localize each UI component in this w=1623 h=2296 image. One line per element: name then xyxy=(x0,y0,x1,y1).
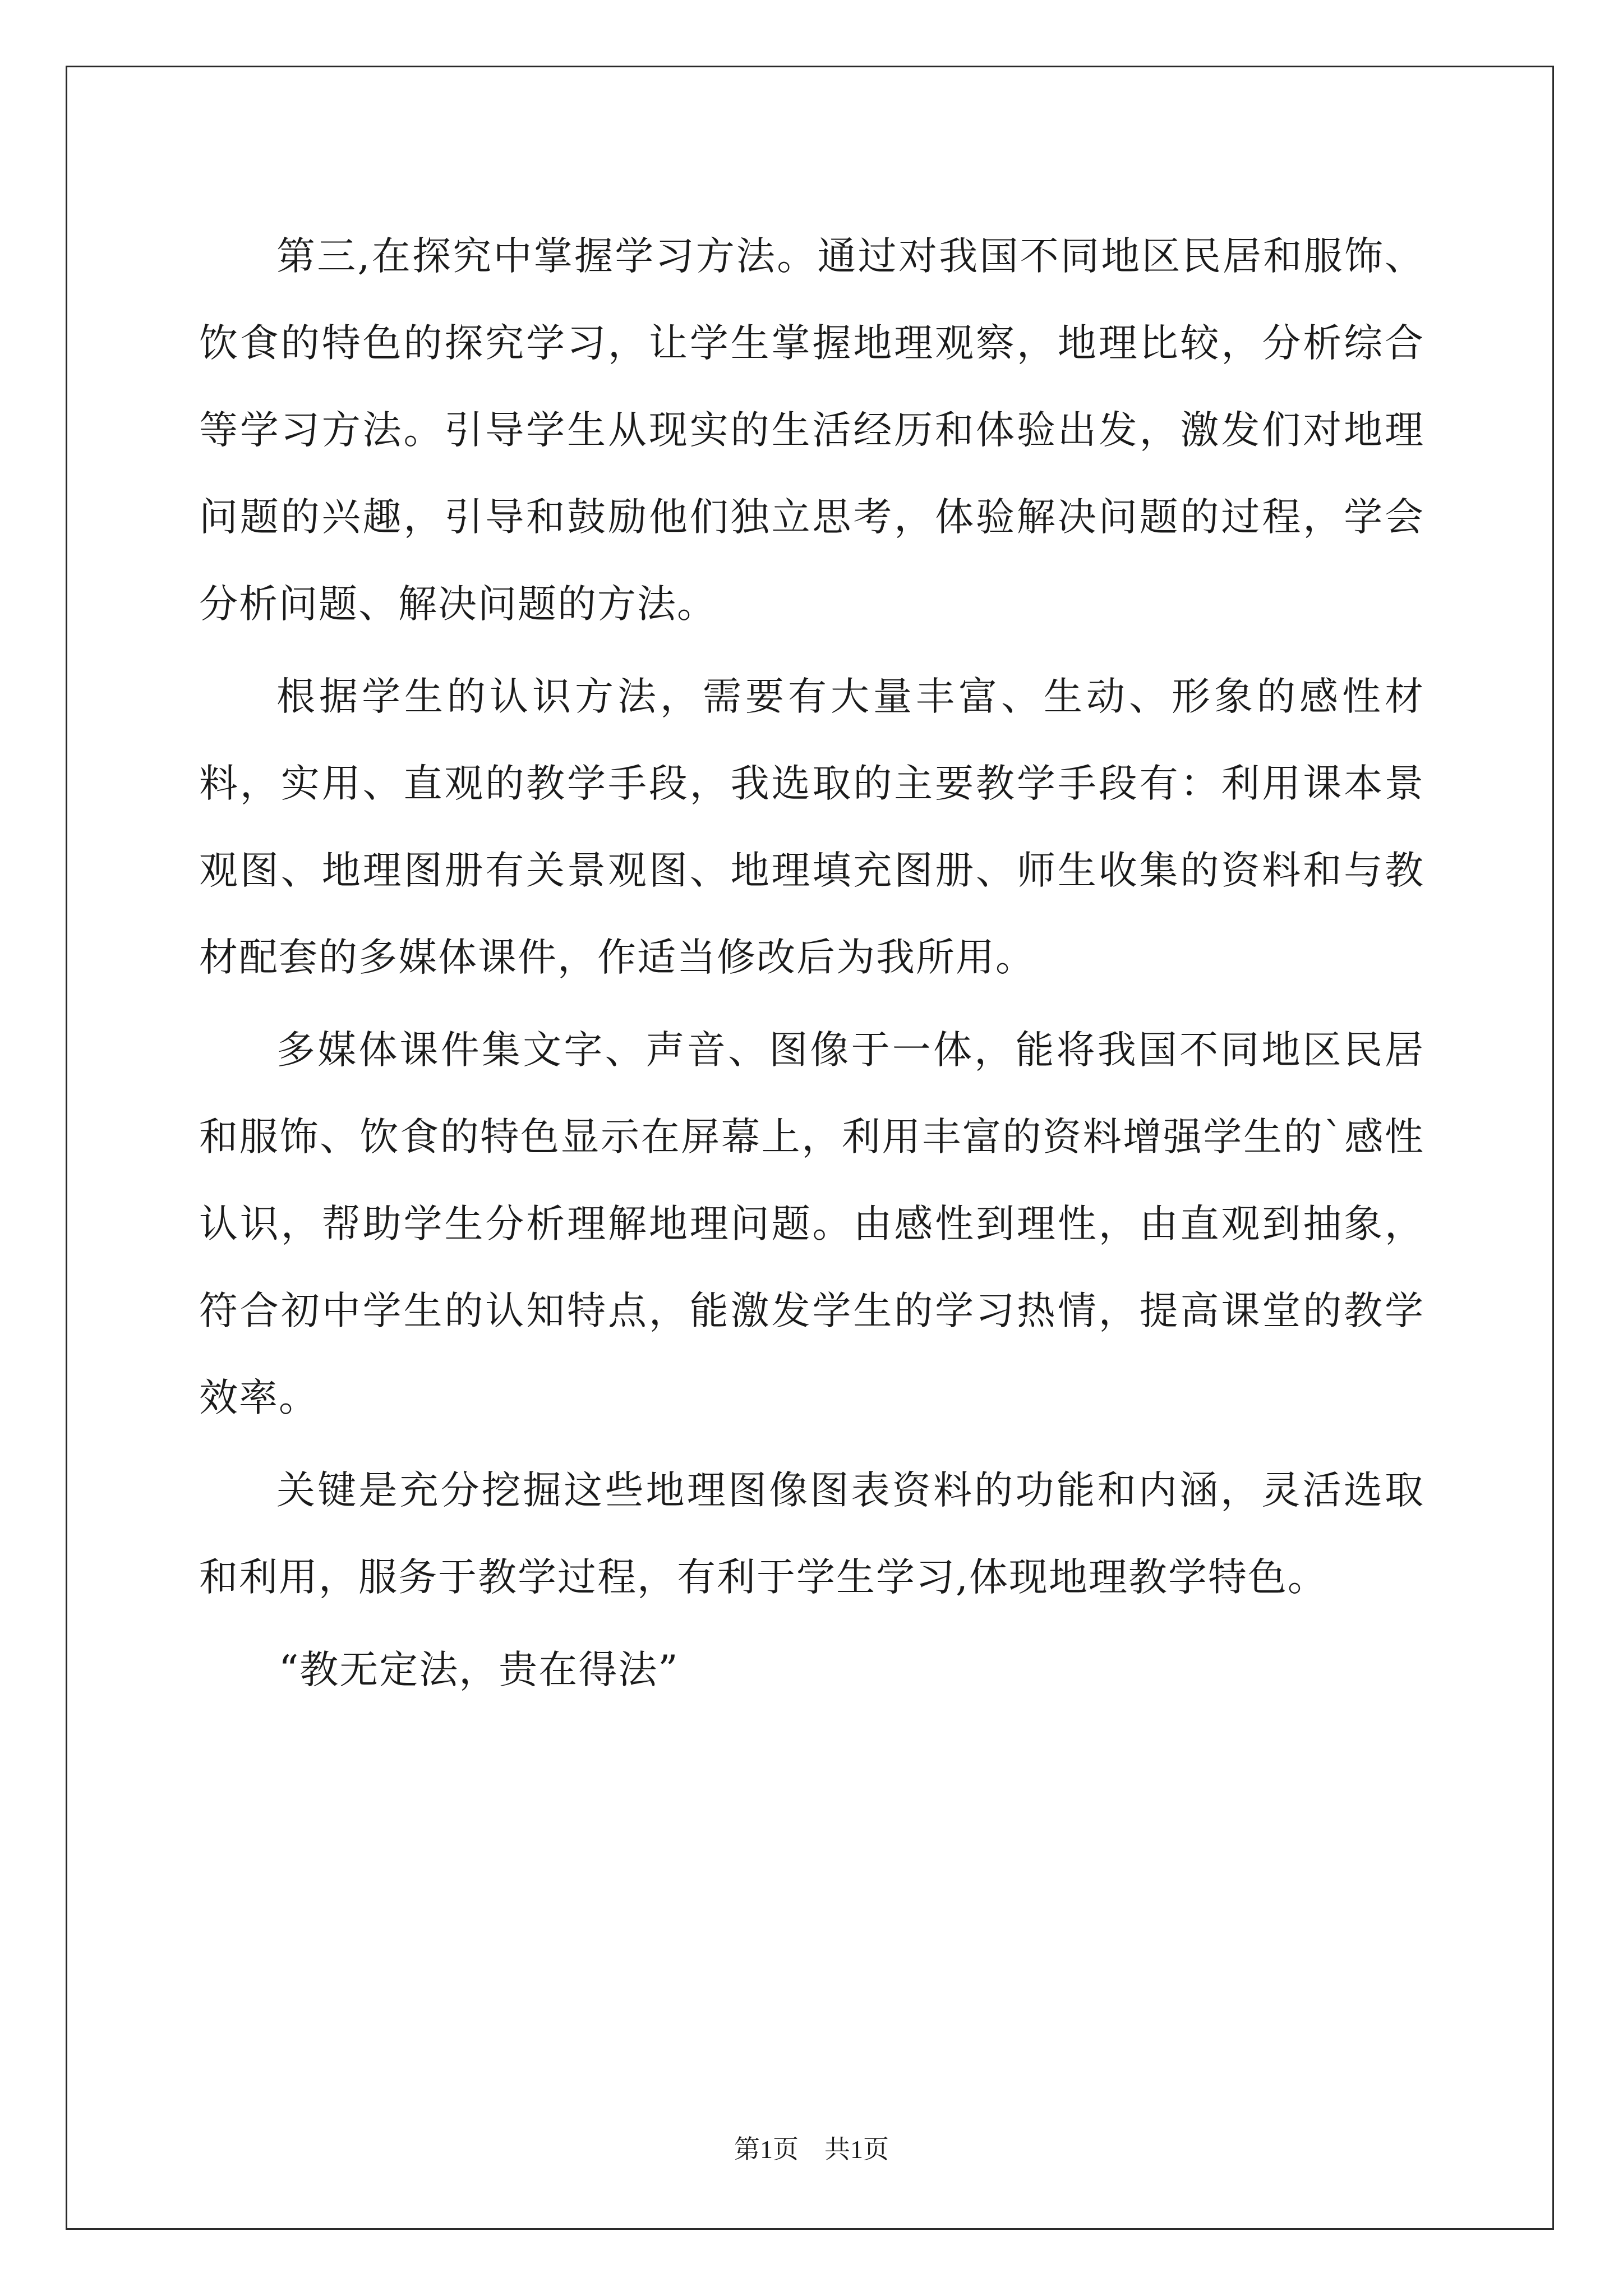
paragraph-teaching-means: 根据学生的认识方法，需要有大量丰富、生动、形象的感性材料，实用、直观的教学手段，我选取的主要教学手段有：利用课本景观图、地理图册有关景观图、地理填充图册、师生收集的资料和与教材配套的多媒体课件，作适当修改后为我所用。 xyxy=(199,674,1424,980)
document-body xyxy=(199,213,1424,1714)
paragraph-key-point: 关键是充分挖掘这些地理图像图表资料的功能和内涵，灵活选取和利用，服务于教学过程，有利于学生学习,体现地理教学特色。 xyxy=(199,1468,1424,1600)
closing-quote: “教无定法，贵在得法” xyxy=(279,1648,679,1692)
page-number-footer: 第1页 共1页 xyxy=(734,2135,889,2164)
paragraph-learning-methods: 第三,在探究中掌握学习方法。通过对我国不同地区民居和服饰、饮食的特色的探究学习，让学生掌握地理观察，地理比较，分析综合等学习方法。引导学生从现实的生活经历和体验出发，激发们对地理问题的兴趣，引导和鼓励他们独立思考，体验解决问题的过程，学会分析问题、解决问题的方法。 xyxy=(199,234,1424,627)
paragraph-multimedia: 多媒体课件集文字、声音、图像于一体，能将我国不同地区民居和服饰、饮食的特色显示在屏幕上，利用丰富的资料增强学生的`感性认识，帮助学生分析理解地理问题。由感性到理性，由直观到抽象，符合初中学生的认知特点，能激发学生的学习热情，提高课堂的教学效率。 xyxy=(199,1028,1424,1420)
